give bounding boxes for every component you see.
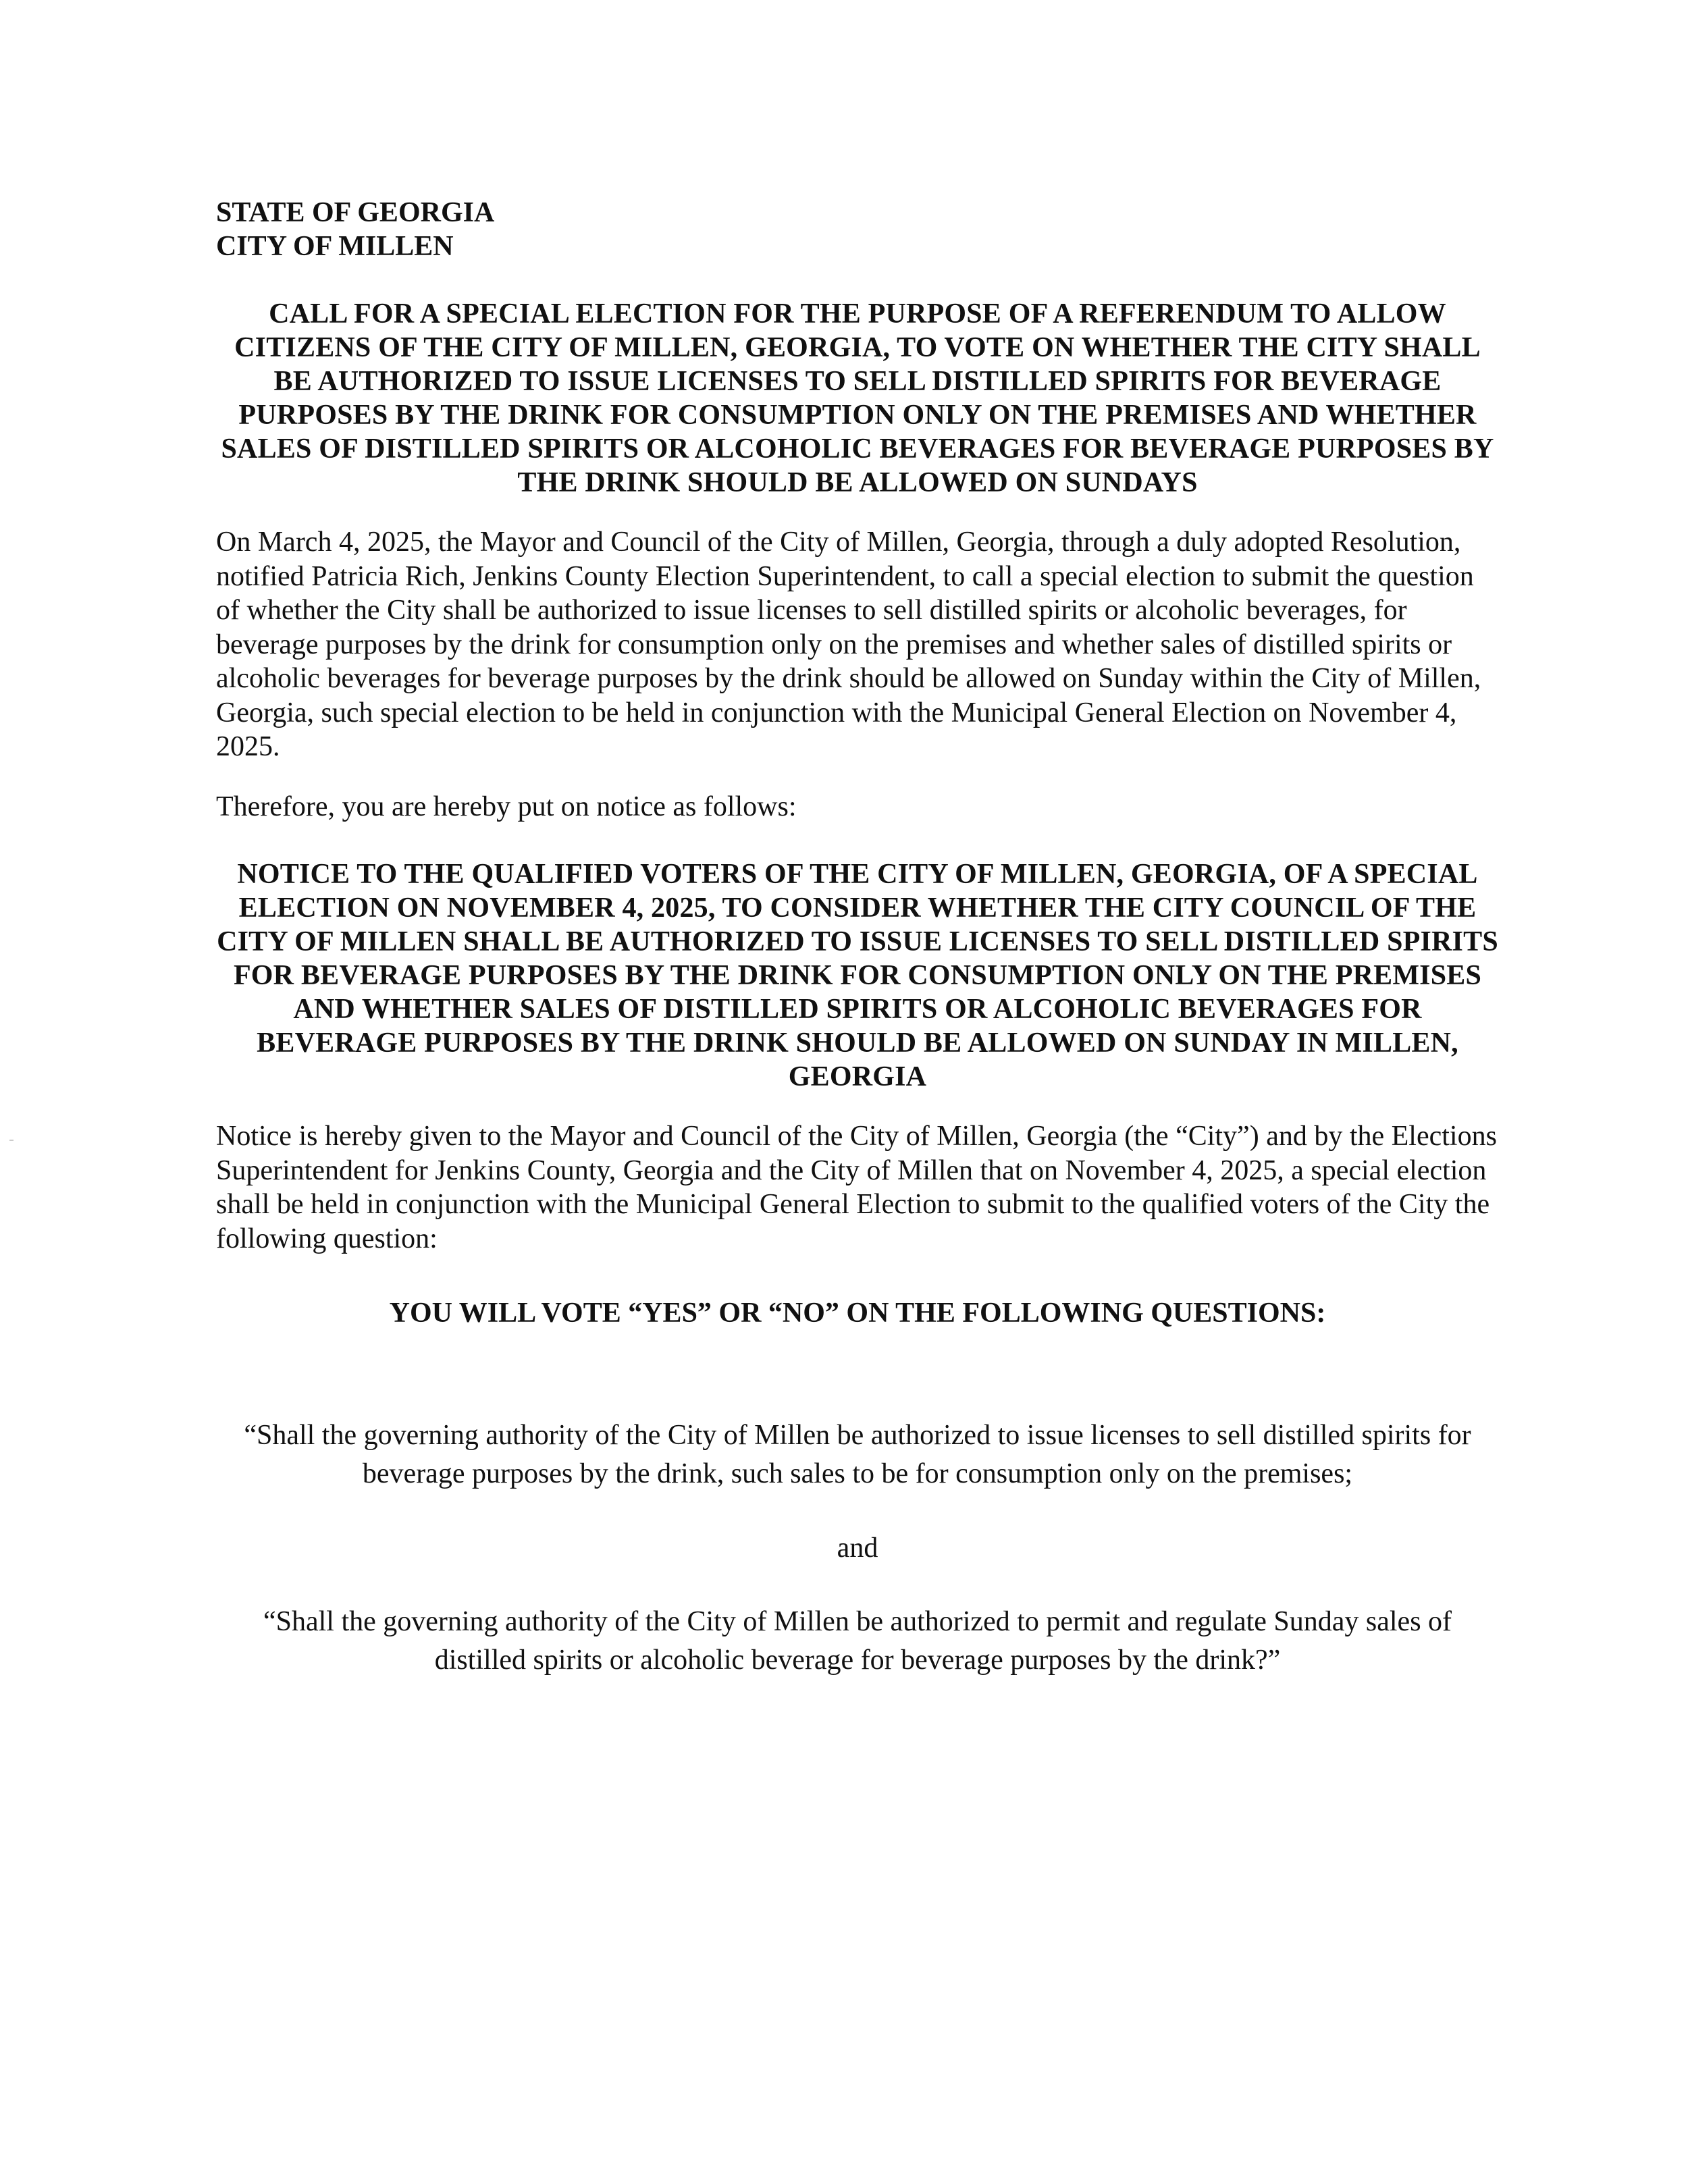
scan-margin-mark <box>9 1140 14 1141</box>
notice-title: NOTICE TO THE QUALIFIED VOTERS OF THE CITY OF MILLEN, GEORGIA, OF A SPECIAL ELECTION ON NOVEMBER 4, 2025, TO CONSIDER WHETHER THE CITY COUNCIL OF THE CITY OF MILLEN SHALL BE AUTHORIZED TO ISSUE LICENSES TO SELL DISTILLED SPIRITS FOR BEVERAGE PURPOSES BY THE DRINK FOR CONSUMPTION ONLY ON THE PREMISES AND WHETHER SALES OF DISTILLED SPIRITS OR ALCOHOLIC BEVERAGES FOR BEVERAGE PURPOSES BY THE DRINK SHOULD BE ALLOWED ON SUNDAY IN MILLEN, GEORGIA <box>217 859 1498 1092</box>
call-title: CALL FOR A SPECIAL ELECTION FOR THE PURPOSE OF A REFERENDUM TO ALLOW CITIZENS OF THE CITY OF MILLEN, GEORGIA, TO VOTE ON WHETHER THE CITY SHALL BE AUTHORIZED TO ISSUE LICENSES TO SELL DISTILLED SPIRITS FOR BEVERAGE PURPOSES BY THE DRINK FOR CONSUMPTION ONLY ON THE PREMISES AND WHETHER SALES OF DISTILLED SPIRITS OR ALCOHOLIC BEVERAGES FOR BEVERAGE PURPOSES BY THE DRINK SHOULD BE ALLOWED ON SUNDAYS <box>221 298 1494 498</box>
question-1: “Shall the governing authority of the City of Millen be authorized to issue licenses to sell distilled spirits for beverage purposes by the drink, such sales to be for consumption only on the premises; <box>244 1420 1471 1489</box>
document-page <box>216 196 1499 1680</box>
question-2: “Shall the governing authority of the City of Millen be authorized to permit and regulate Sunday sales of distilled spirits or alcoholic beverage for beverage purposes by the drink?” <box>263 1606 1452 1676</box>
therefore-paragraph: Therefore, you are hereby put on notice as follows: <box>216 791 797 822</box>
intro-paragraph: On March 4, 2025, the Mayor and Council of the City of Millen, Georgia, through a duly adopted Resolution, notified Patricia Rich, Jenkins County Election Superintendent, to call a special election to submit the question of whether the City shall be authorized to issue licenses to sell distilled spirits or alcoholic beverages, for beverage purposes by the drink for consumption only on the premises and whether sales of distilled spirits or alcoholic beverages for beverage purposes by the drink should be allowed on Sunday within the City of Millen, Georgia, such special election to be held in conjunction with the Municipal General Election on November 4, 2025. <box>216 527 1481 762</box>
notice-paragraph: Notice is hereby given to the Mayor and Council of the City of Millen, Georgia (the “City”) and by the Elections Superintendent for Jenkins County, Georgia and the City of Millen that on November 4, 2025, a special election shall be held in conjunction with the Municipal General Election to submit to the qualified voters of the City the following question: <box>216 1121 1497 1254</box>
state-heading: STATE OF GEORGIA <box>216 197 495 228</box>
city-heading: CITY OF MILLEN <box>216 231 454 262</box>
conjunction-and: and <box>837 1533 878 1564</box>
vote-heading: YOU WILL VOTE “YES” OR “NO” ON THE FOLLOWING QUESTIONS: <box>389 1298 1326 1329</box>
